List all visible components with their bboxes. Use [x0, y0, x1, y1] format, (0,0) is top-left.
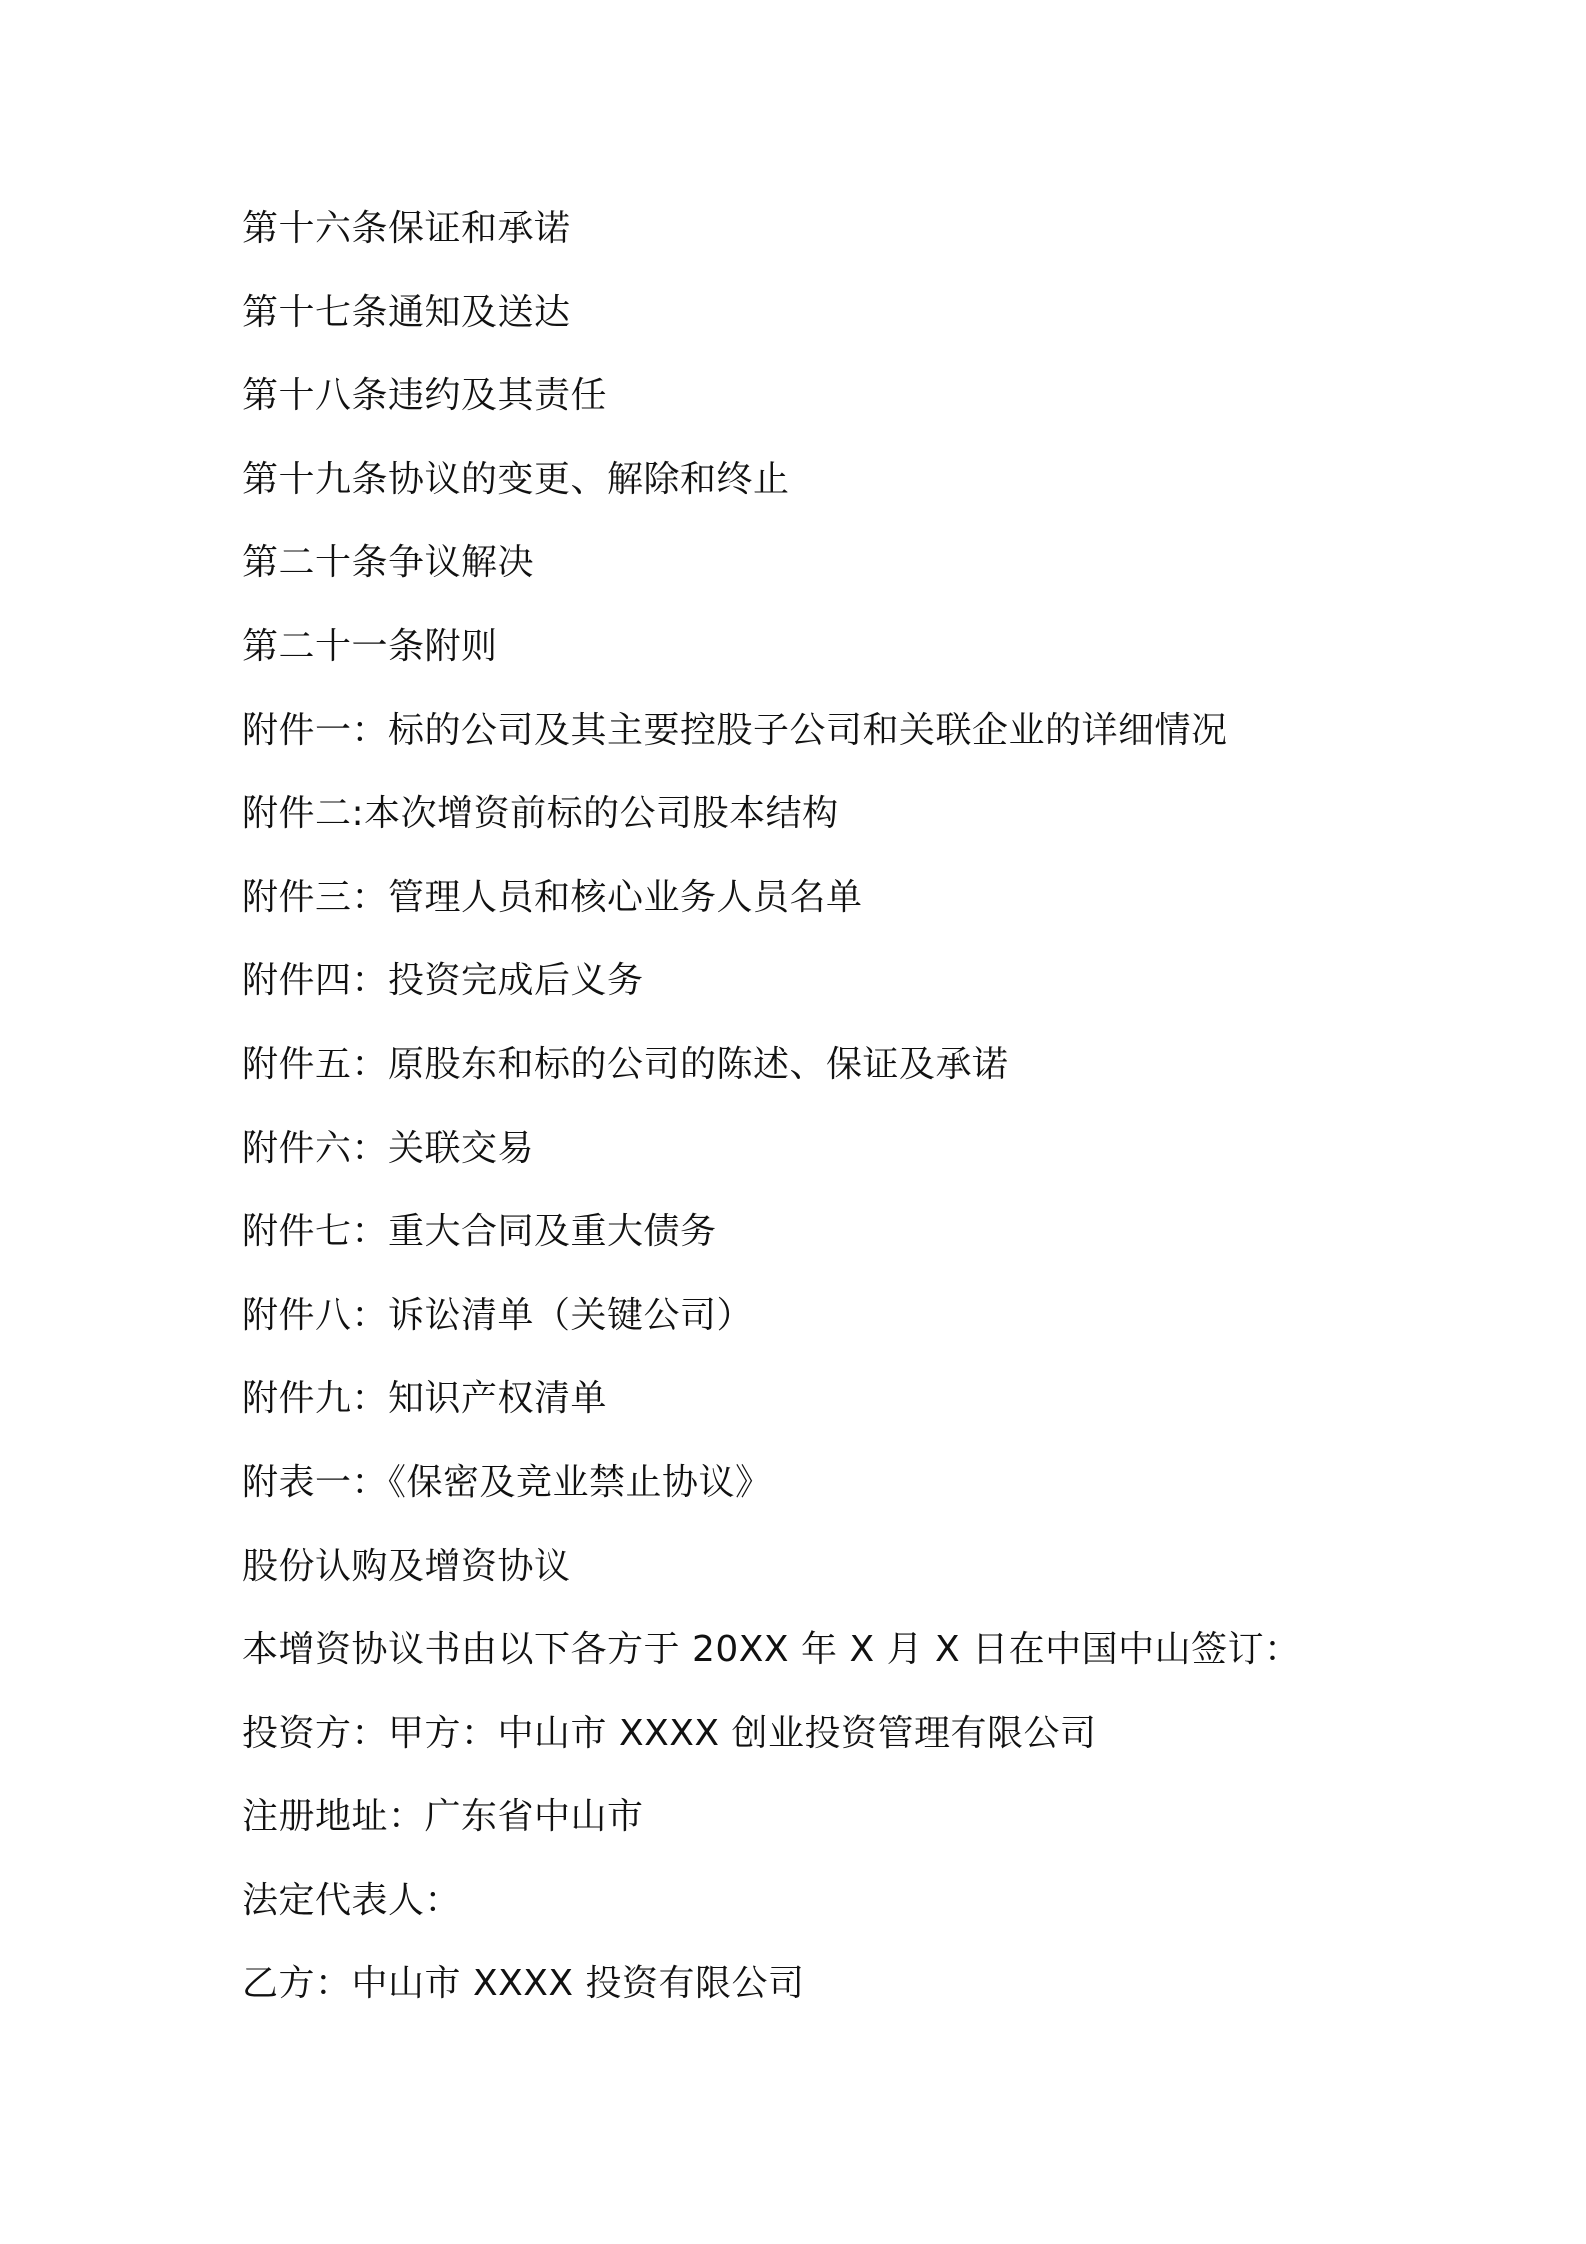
- investor-party-a: 投资方：甲方：中山市 XXXX 创业投资管理有限公司: [242, 1712, 1097, 1754]
- article-20-heading: 第二十条争议解决: [242, 542, 535, 584]
- annex-6: 附件六：关联交易: [242, 1127, 535, 1169]
- annex-7: 附件七：重大合同及重大债务: [242, 1211, 717, 1253]
- article-19-heading: 第十九条协议的变更、解除和终止: [242, 458, 790, 500]
- article-21-heading: 第二十一条附则: [242, 625, 498, 667]
- annex-3: 附件三：管理人员和核心业务人员名单: [242, 876, 863, 918]
- annex-8: 附件八：诉讼清单（关键公司）: [242, 1294, 754, 1336]
- annex-4: 附件四：投资完成后义务: [242, 960, 644, 1002]
- article-17-heading: 第十七条通知及送达: [242, 291, 571, 333]
- agreement-title: 股份认购及增资协议: [242, 1545, 571, 1587]
- party-b: 乙方：中山市 XXXX 投资有限公司: [242, 1963, 805, 2005]
- signing-statement: 本增资协议书由以下各方于 20XX 年 X 月 X 日在中国中山签订：: [242, 1629, 1301, 1671]
- schedule-1: 附表一：《保密及竞业禁止协议》: [242, 1461, 772, 1503]
- annex-2: 附件二:本次增资前标的公司股本结构: [242, 793, 839, 835]
- legal-representative: 法定代表人：: [242, 1879, 462, 1921]
- article-16-heading: 第十六条保证和承诺: [242, 208, 571, 249]
- registered-address: 注册地址：广东省中山市: [242, 1796, 644, 1838]
- document-body: [242, 198, 1442, 2037]
- annex-1: 附件一：标的公司及其主要控股子公司和关联企业的详细情况: [242, 709, 1228, 751]
- annex-5: 附件五：原股东和标的公司的陈述、保证及承诺: [242, 1043, 1009, 1085]
- article-18-heading: 第十八条违约及其责任: [242, 375, 608, 417]
- annex-9: 附件九：知识产权清单: [242, 1378, 608, 1420]
